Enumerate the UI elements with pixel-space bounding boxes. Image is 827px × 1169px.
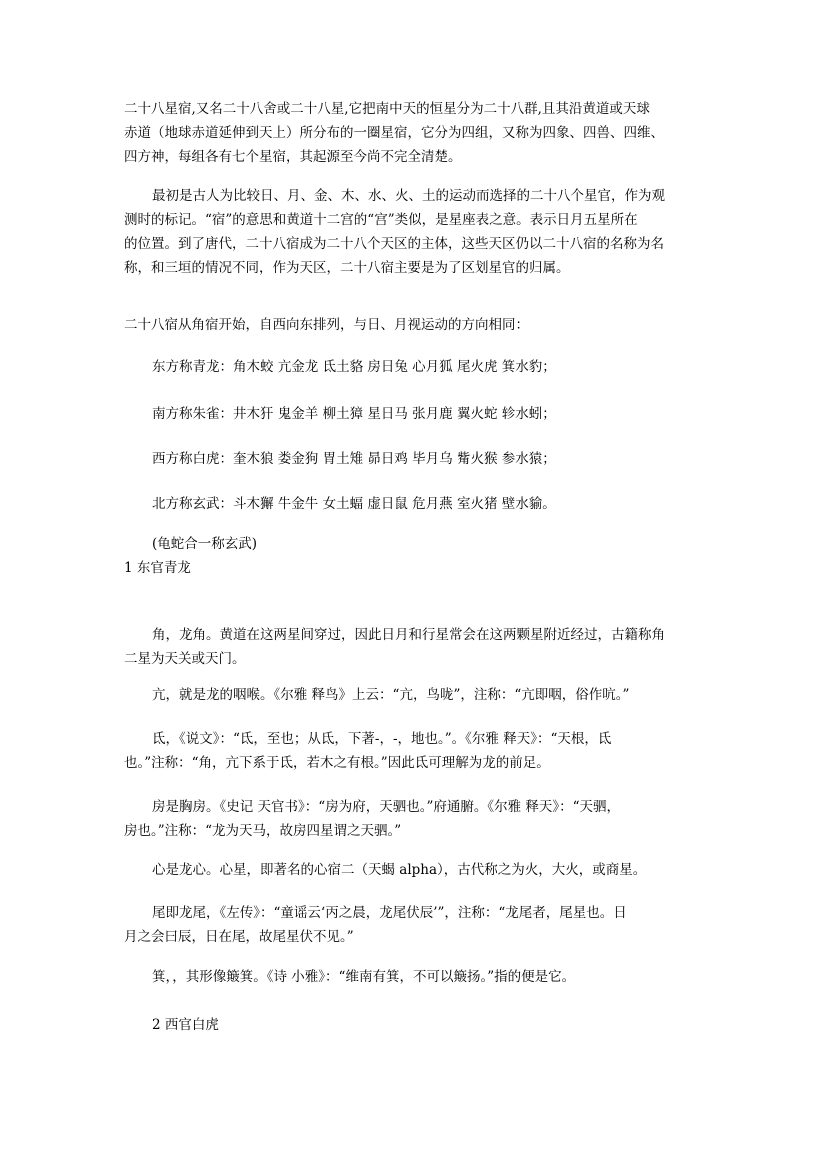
- text-line: 北方称玄武：斗木獬 牛金牛 女土蝠 虚日鼠 危月燕 室火猪 壁水貐。: [152, 496, 556, 512]
- jiao-paragraph: [124, 623, 704, 671]
- text-line: 氐，《说文》：“氐，至也；从氐，下著-，-，地也。”。《尔雅 释天》：“天根，氐: [152, 731, 612, 747]
- text-line: 称，和三垣的情况不同，作为天区，二十八宿主要是为了区划星官的归属。: [124, 260, 570, 276]
- section-heading-east: [124, 556, 704, 580]
- di-paragraph: [124, 727, 704, 775]
- south-list: [124, 402, 704, 426]
- text-line: 二十八星宿,又名二十八舍或二十八星,它把南中天的恒星分为二十八群,且其沿黄道或天球: [124, 101, 650, 117]
- text-line: (龟蛇合一称玄武): [152, 536, 258, 552]
- text-line: 南方称朱雀：井木犴 鬼金羊 柳土獐 星日马 张月鹿 翼火蛇 轸水蚓；: [152, 406, 556, 422]
- text-line: 亢，就是龙的咽喉。《尔雅 释鸟》上云：“亢，鸟咙”，注称：“亢即咽，俗作吭。”: [152, 687, 630, 703]
- text-line: 月之会曰辰，日在尾，故尾星伏不见。”: [124, 929, 354, 945]
- text-line: 二星为天关或天门。: [124, 651, 246, 667]
- text-line: 心是龙心。心星，即著名的心宿二（天蝎 alpha），古代称之为火，大火，或商星。: [152, 862, 647, 878]
- wei-paragraph: [124, 901, 704, 949]
- xin-paragraph: [124, 858, 704, 882]
- text-line: 的位置。到了唐代，二十八宿成为二十八个天区的主体，这些天区仍以二十八宿的名称为名: [124, 236, 664, 252]
- intro-paragraph: [124, 97, 704, 169]
- text-line: 四方神，每组各有七个星宿，其起源至今尚不完全清楚。: [124, 149, 462, 165]
- section-heading-west: [124, 1013, 704, 1037]
- text-line: 房是胸房。《史记 天官书》：“房为府，天驷也。”府通腑。《尔雅 释天》：“天驷，: [152, 799, 621, 815]
- north-list: [124, 492, 704, 516]
- kang-paragraph: [124, 683, 704, 707]
- text-line: 箕，，其形像簸箕。《诗 小雅》：“维南有箕，不可以簸扬。”指的便是它。: [152, 969, 576, 985]
- text-line: 测时的标记。“宿”的意思和黄道十二宫的“宫”类似，是星座表之意。表示日月五星所在: [124, 212, 638, 228]
- text-line: 角，龙角。黄道在这两星间穿过，因此日月和行星常会在这两颗星附近经过，古籍称角: [152, 627, 665, 643]
- text-line: 2 西官白虎: [152, 1017, 219, 1033]
- text-line: 房也。”注称：“龙为天马，故房四星谓之天驷。”: [124, 823, 402, 839]
- ordering-paragraph: [124, 313, 704, 337]
- text-line: 西方称白虎：奎木狼 娄金狗 胃土雉 昴日鸡 毕月乌 觜火猴 参水猿；: [152, 451, 556, 467]
- west-list: [124, 447, 704, 471]
- text-line: 也。”注称：“角，亢下系于氐，若木之有根。”因此氐可理解为龙的前足。: [124, 755, 550, 771]
- ji-paragraph: [124, 965, 704, 989]
- fang-paragraph: [124, 795, 704, 843]
- text-line: 1 东官青龙: [124, 560, 191, 576]
- text-line: 东方称青龙：角木蛟 亢金龙 氐土貉 房日兔 心月狐 尾火虎 箕水豹；: [152, 359, 556, 375]
- text-line: 最初是古人为比较日、月、金、木、水、火、土的运动而选择的二十八个星官，作为观: [152, 188, 665, 204]
- text-line: 赤道（地球赤道延伸到天上）所分布的一圈星宿，它分为四组，又称为四象、四兽、四维、: [124, 125, 664, 141]
- text-line: 尾即龙尾，《左传》：“童谣云‘丙之晨，龙尾伏辰’”，注称：“龙尾者，尾星也。日: [152, 905, 627, 921]
- text-line: 二十八宿从角宿开始，自西向东排列，与日、月视运动的方向相同：: [124, 317, 529, 333]
- origin-paragraph: [124, 184, 704, 280]
- note-line: [124, 532, 704, 556]
- east-list: [124, 355, 704, 379]
